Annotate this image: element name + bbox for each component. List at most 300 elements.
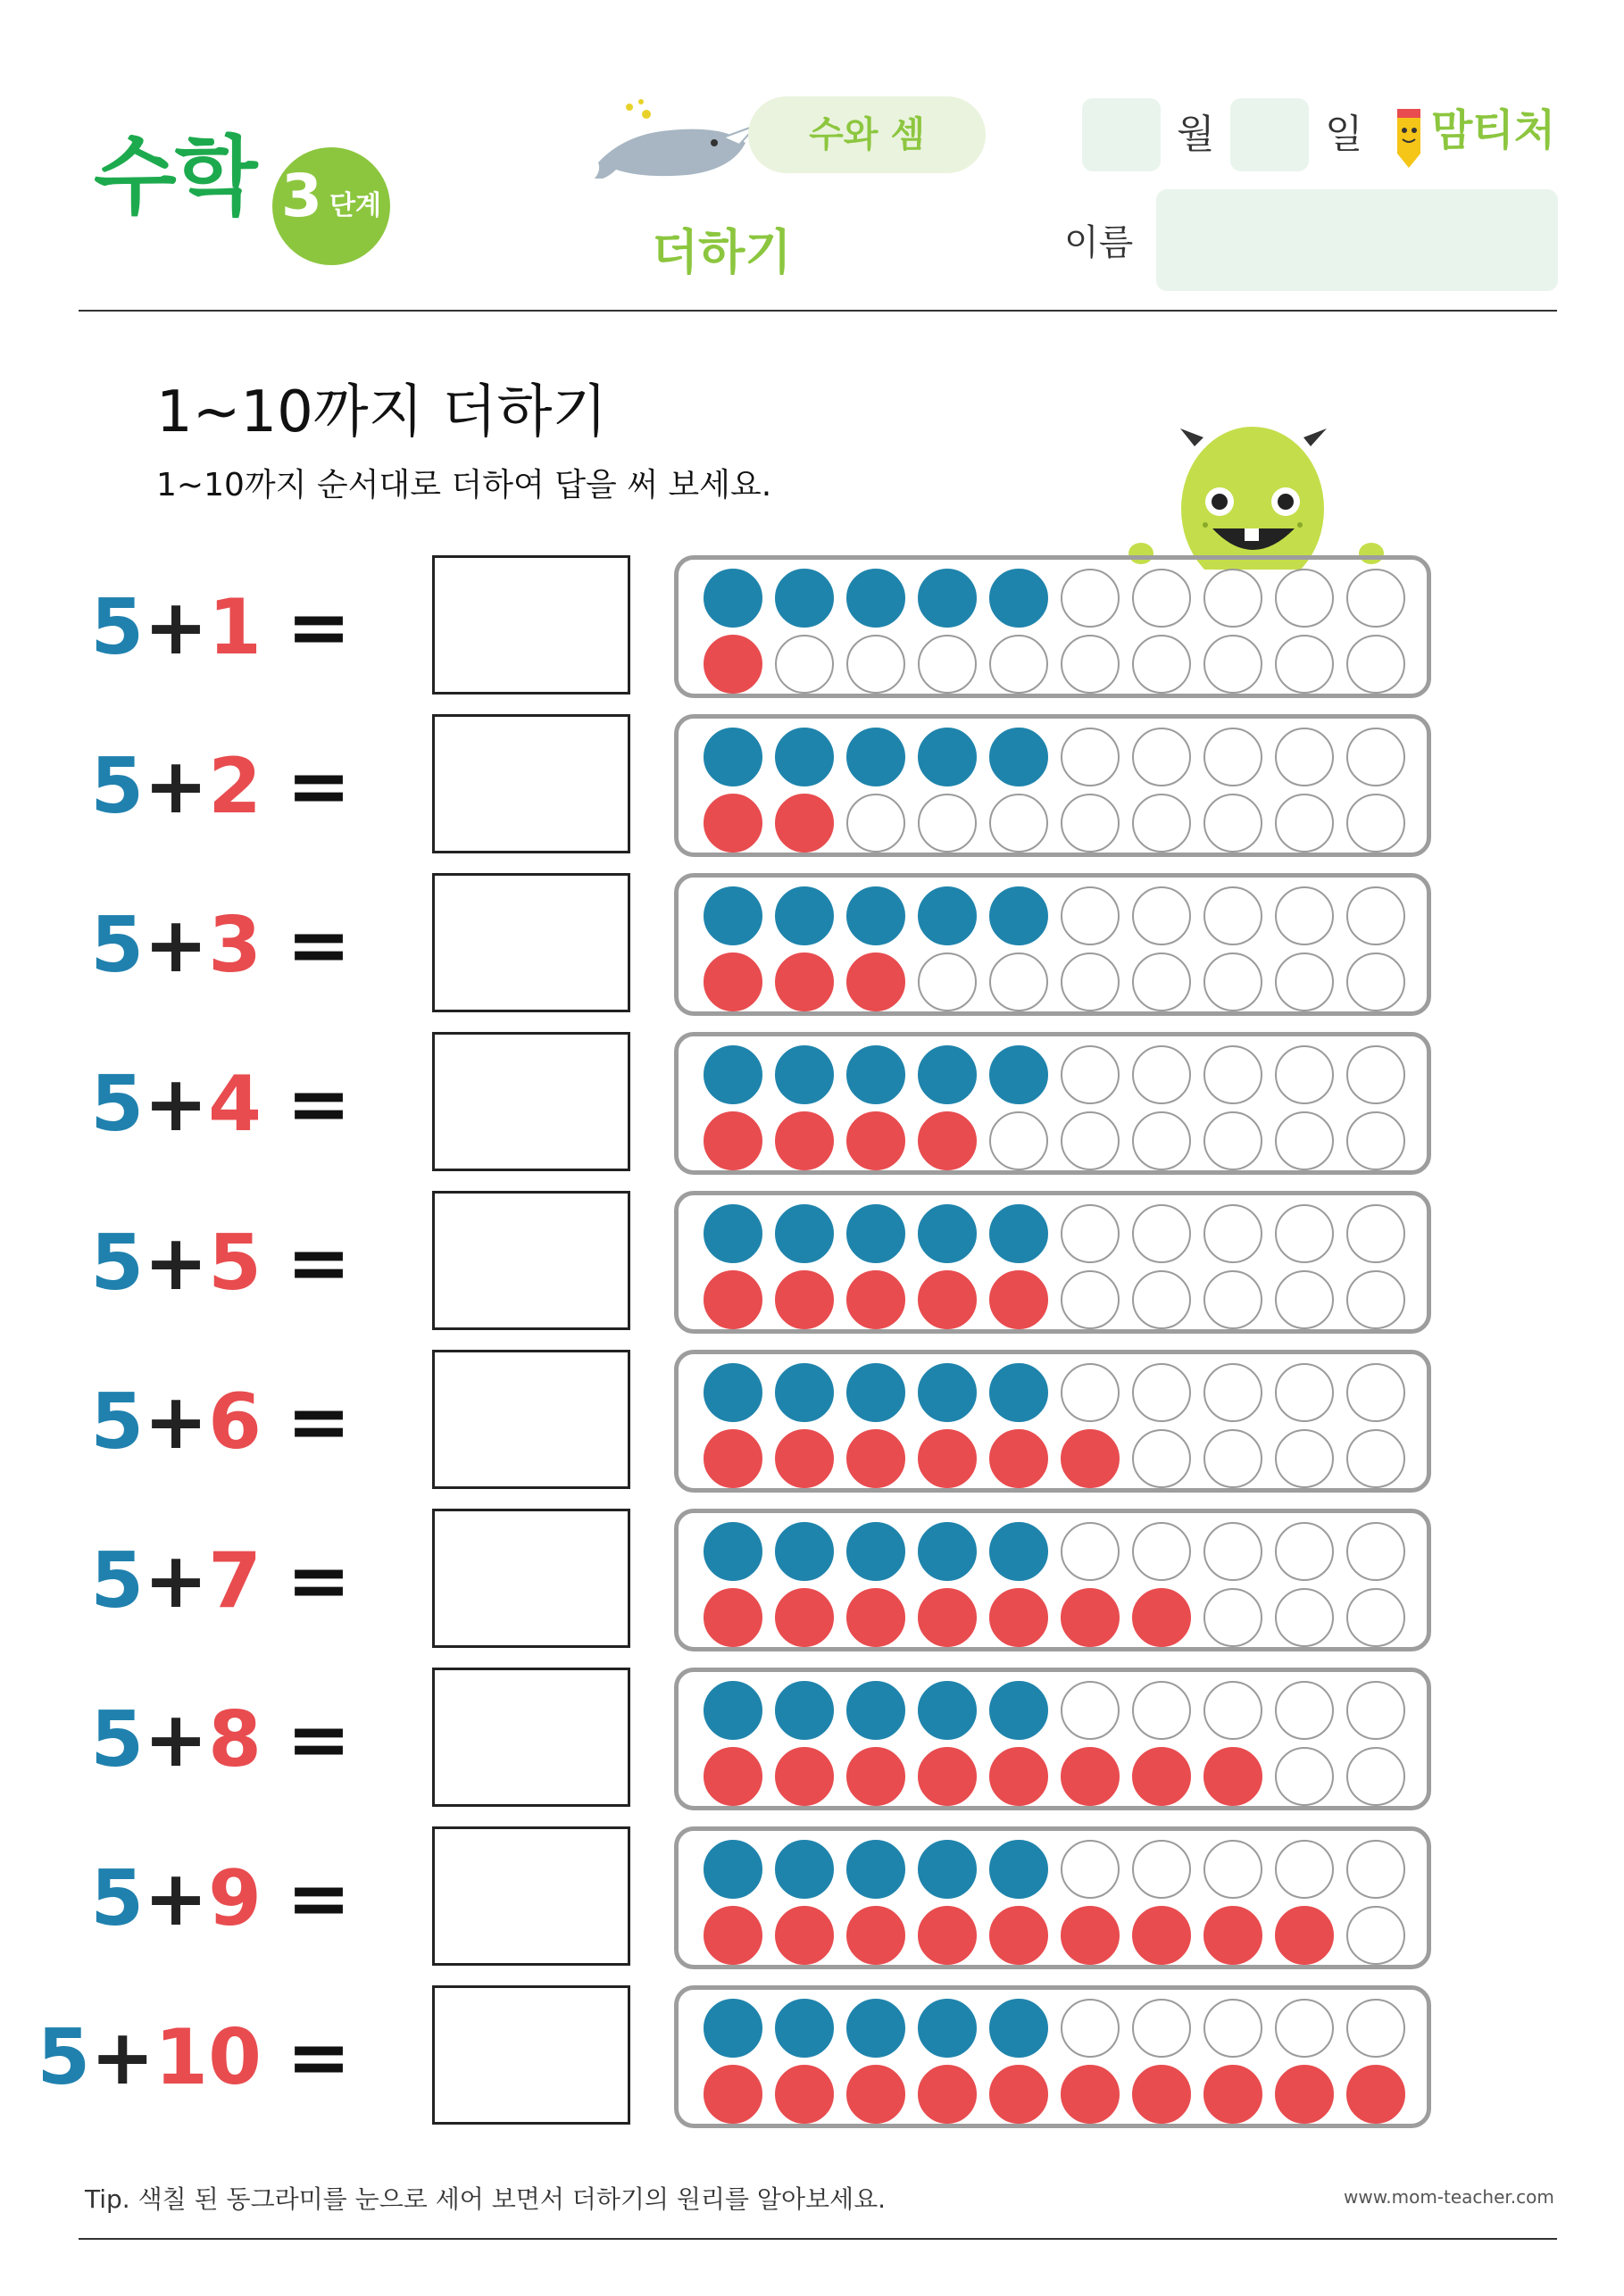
empty-dot bbox=[1061, 1363, 1120, 1422]
blue-dot bbox=[989, 886, 1048, 945]
empty-dot bbox=[1061, 1045, 1120, 1104]
empty-dot bbox=[1275, 728, 1334, 786]
blue-dot bbox=[704, 1045, 762, 1104]
blue-dot bbox=[989, 1204, 1048, 1263]
empty-dot bbox=[846, 794, 905, 853]
blue-dot bbox=[989, 728, 1048, 786]
dot-row-second-addend bbox=[704, 1270, 1418, 1329]
equals-sign: = bbox=[286, 583, 351, 672]
empty-dot bbox=[1275, 1840, 1334, 1899]
blue-dot bbox=[846, 1522, 905, 1581]
dot-row-second-addend bbox=[704, 1111, 1418, 1170]
empty-dot bbox=[1061, 886, 1120, 945]
ten-frame bbox=[674, 1032, 1431, 1175]
red-dot bbox=[918, 1270, 977, 1329]
empty-dot bbox=[1203, 1681, 1262, 1740]
blue-dot bbox=[989, 1045, 1048, 1104]
blue-dot bbox=[704, 1204, 762, 1263]
problem-row bbox=[0, 714, 1624, 866]
plus-sign: + bbox=[144, 583, 209, 672]
brand-logo bbox=[1388, 98, 1556, 173]
red-dot bbox=[775, 1111, 834, 1170]
red-dot bbox=[704, 1906, 762, 1965]
empty-dot bbox=[989, 953, 1048, 1011]
red-dot bbox=[918, 1588, 977, 1647]
equals-sign: = bbox=[286, 1377, 351, 1467]
blue-dot bbox=[704, 1999, 762, 2058]
second-addend: 10 bbox=[154, 2013, 262, 2102]
ten-frame bbox=[674, 1350, 1431, 1493]
red-dot bbox=[846, 1270, 905, 1329]
red-dot bbox=[846, 2065, 905, 2124]
empty-dot bbox=[1061, 728, 1120, 786]
empty-dot bbox=[989, 794, 1048, 853]
empty-dot bbox=[1346, 1840, 1405, 1899]
empty-dot bbox=[1346, 1588, 1405, 1647]
empty-dot bbox=[1203, 1204, 1262, 1263]
ten-frame bbox=[674, 1668, 1431, 1810]
blue-dot bbox=[918, 886, 977, 945]
empty-dot bbox=[1275, 569, 1334, 628]
blue-dot bbox=[775, 569, 834, 628]
empty-dot bbox=[1203, 1045, 1262, 1104]
empty-dot bbox=[1346, 1522, 1405, 1581]
equation bbox=[90, 1532, 351, 1630]
empty-dot bbox=[1346, 569, 1405, 628]
first-addend: 5 bbox=[90, 583, 145, 672]
blue-dot bbox=[775, 1363, 834, 1422]
first-addend: 5 bbox=[90, 742, 145, 831]
red-dot bbox=[775, 1747, 834, 1806]
answer-box[interactable] bbox=[432, 1032, 630, 1171]
red-dot bbox=[775, 1429, 834, 1488]
level-number: 3 bbox=[281, 162, 322, 230]
empty-dot bbox=[1275, 1204, 1334, 1263]
red-dot bbox=[1132, 1747, 1191, 1806]
topic-pill: 수와 셈 bbox=[748, 96, 986, 173]
answer-box[interactable] bbox=[432, 1350, 630, 1489]
blue-dot bbox=[918, 1363, 977, 1422]
equals-sign: = bbox=[286, 1695, 351, 1784]
blue-dot bbox=[918, 1999, 977, 2058]
empty-dot bbox=[918, 794, 977, 853]
name-field[interactable] bbox=[1156, 189, 1558, 291]
red-dot bbox=[1275, 2065, 1334, 2124]
empty-dot bbox=[1132, 1363, 1191, 1422]
empty-dot bbox=[1275, 1522, 1334, 1581]
answer-box[interactable] bbox=[432, 1985, 630, 2125]
blue-dot bbox=[918, 1522, 977, 1581]
blue-dot bbox=[846, 569, 905, 628]
red-dot bbox=[989, 2065, 1048, 2124]
dot-row-first-addend bbox=[704, 886, 1418, 945]
red-dot bbox=[775, 1270, 834, 1329]
empty-dot bbox=[1203, 1363, 1262, 1422]
empty-dot bbox=[1346, 1906, 1405, 1965]
red-dot bbox=[704, 2065, 762, 2124]
empty-dot bbox=[1346, 1111, 1405, 1170]
empty-dot bbox=[1275, 1588, 1334, 1647]
equation bbox=[90, 1214, 351, 1312]
equation bbox=[90, 578, 351, 677]
empty-dot bbox=[1132, 728, 1191, 786]
plus-sign: + bbox=[144, 742, 209, 831]
equals-sign: = bbox=[286, 742, 351, 831]
empty-dot bbox=[989, 1111, 1048, 1170]
second-addend: 6 bbox=[208, 1377, 262, 1467]
empty-dot bbox=[1132, 794, 1191, 853]
blue-dot bbox=[846, 1681, 905, 1740]
empty-dot bbox=[1132, 953, 1191, 1011]
red-dot bbox=[846, 1111, 905, 1170]
dot-row-second-addend bbox=[704, 1747, 1418, 1806]
blue-dot bbox=[989, 1363, 1048, 1422]
empty-dot bbox=[1275, 635, 1334, 694]
blue-dot bbox=[846, 1999, 905, 2058]
empty-dot bbox=[1203, 886, 1262, 945]
equals-sign: = bbox=[286, 901, 351, 990]
red-dot bbox=[918, 2065, 977, 2124]
level-unit: 단계 bbox=[329, 190, 381, 221]
red-dot bbox=[846, 1747, 905, 1806]
problem-row bbox=[0, 555, 1624, 707]
red-dot bbox=[775, 953, 834, 1011]
red-dot bbox=[1275, 1906, 1334, 1965]
second-addend: 4 bbox=[208, 1060, 262, 1149]
first-addend: 5 bbox=[37, 2013, 91, 2102]
red-dot bbox=[1061, 2065, 1120, 2124]
empty-dot bbox=[1132, 569, 1191, 628]
empty-dot bbox=[918, 953, 977, 1011]
red-dot bbox=[1061, 1747, 1120, 1806]
equation bbox=[90, 737, 351, 836]
second-addend: 9 bbox=[208, 1854, 262, 1943]
red-dot bbox=[1203, 1906, 1262, 1965]
blue-dot bbox=[704, 886, 762, 945]
header-divider bbox=[79, 310, 1557, 312]
empty-dot bbox=[1203, 794, 1262, 853]
blue-dot bbox=[918, 1045, 977, 1104]
empty-dot bbox=[1203, 1999, 1262, 2058]
blue-dot bbox=[846, 1840, 905, 1899]
empty-dot bbox=[1346, 1999, 1405, 2058]
month-field[interactable] bbox=[1082, 98, 1161, 171]
empty-dot bbox=[1061, 1522, 1120, 1581]
day-field[interactable] bbox=[1230, 98, 1309, 171]
empty-dot bbox=[1275, 1270, 1334, 1329]
answer-box[interactable] bbox=[432, 873, 630, 1012]
equation bbox=[90, 1055, 351, 1153]
dot-row-first-addend bbox=[704, 728, 1418, 786]
dot-row-second-addend bbox=[704, 794, 1418, 853]
red-dot bbox=[1132, 1588, 1191, 1647]
red-dot bbox=[918, 1906, 977, 1965]
equals-sign: = bbox=[286, 2013, 351, 2102]
blue-dot bbox=[775, 1204, 834, 1263]
red-dot bbox=[1203, 2065, 1262, 2124]
red-dot bbox=[918, 1111, 977, 1170]
empty-dot bbox=[1203, 728, 1262, 786]
empty-dot bbox=[1346, 1681, 1405, 1740]
blue-dot bbox=[775, 1681, 834, 1740]
blue-dot bbox=[989, 569, 1048, 628]
equation bbox=[90, 1691, 351, 1789]
problem-row bbox=[0, 1668, 1624, 1819]
empty-dot bbox=[1275, 953, 1334, 1011]
plus-sign: + bbox=[144, 1695, 209, 1784]
empty-dot bbox=[1132, 1999, 1191, 2058]
footer-divider bbox=[79, 2238, 1557, 2240]
name-label: 이름 bbox=[1064, 222, 1134, 263]
red-dot bbox=[989, 1588, 1048, 1647]
blue-dot bbox=[775, 1840, 834, 1899]
dot-row-first-addend bbox=[704, 1840, 1418, 1899]
empty-dot bbox=[1346, 1429, 1405, 1488]
first-addend: 5 bbox=[90, 901, 145, 990]
blue-dot bbox=[704, 1681, 762, 1740]
blue-dot bbox=[918, 569, 977, 628]
pencil-mascot-icon bbox=[1388, 98, 1431, 170]
empty-dot bbox=[1203, 635, 1262, 694]
second-addend: 7 bbox=[208, 1536, 262, 1626]
problem-row bbox=[0, 1032, 1624, 1184]
red-dot bbox=[918, 1747, 977, 1806]
dot-row-second-addend bbox=[704, 1429, 1418, 1488]
plus-sign: + bbox=[144, 1219, 209, 1308]
red-dot bbox=[989, 1429, 1048, 1488]
red-dot bbox=[989, 1906, 1048, 1965]
empty-dot bbox=[1061, 1111, 1120, 1170]
footer-website[interactable]: www.mom-teacher.com bbox=[1344, 2186, 1554, 2208]
first-addend: 5 bbox=[90, 1219, 145, 1308]
ten-frame bbox=[674, 1985, 1431, 2128]
dot-row-first-addend bbox=[704, 1999, 1418, 2058]
empty-dot bbox=[1061, 794, 1120, 853]
dot-row-first-addend bbox=[704, 569, 1418, 628]
problem-row bbox=[0, 873, 1624, 1025]
dot-row-second-addend bbox=[704, 1906, 1418, 1965]
dot-row-second-addend bbox=[704, 953, 1418, 1011]
red-dot bbox=[846, 1588, 905, 1647]
empty-dot bbox=[1061, 953, 1120, 1011]
first-addend: 5 bbox=[90, 1854, 145, 1943]
blue-dot bbox=[989, 1522, 1048, 1581]
equation bbox=[37, 2009, 351, 2107]
first-addend: 5 bbox=[90, 1536, 145, 1626]
red-dot bbox=[1061, 1906, 1120, 1965]
empty-dot bbox=[1061, 1681, 1120, 1740]
red-dot bbox=[1061, 1588, 1120, 1647]
red-dot bbox=[989, 1270, 1048, 1329]
blue-dot bbox=[704, 1522, 762, 1581]
problem-row bbox=[0, 1191, 1624, 1343]
problem-row bbox=[0, 1350, 1624, 1502]
blue-dot bbox=[704, 569, 762, 628]
empty-dot bbox=[1061, 635, 1120, 694]
blue-dot bbox=[989, 1681, 1048, 1740]
second-addend: 1 bbox=[208, 583, 262, 672]
red-dot bbox=[775, 794, 834, 853]
problem-row bbox=[0, 1985, 1624, 2137]
plus-sign: + bbox=[144, 1377, 209, 1467]
answer-box[interactable] bbox=[432, 714, 630, 853]
empty-dot bbox=[1061, 1999, 1120, 2058]
empty-dot bbox=[1275, 1999, 1334, 2058]
dot-row-first-addend bbox=[704, 1363, 1418, 1422]
empty-dot bbox=[775, 635, 834, 694]
red-dot bbox=[918, 1429, 977, 1488]
worksheet-subtitle: 더하기 bbox=[652, 224, 792, 280]
empty-dot bbox=[1275, 1681, 1334, 1740]
brand-name: 맘티처 bbox=[1431, 105, 1556, 155]
dot-row-second-addend bbox=[704, 635, 1418, 694]
plus-sign: + bbox=[144, 901, 209, 990]
empty-dot bbox=[1203, 1111, 1262, 1170]
empty-dot bbox=[1275, 1747, 1334, 1806]
empty-dot bbox=[1203, 1588, 1262, 1647]
empty-dot bbox=[1061, 1840, 1120, 1899]
level-badge bbox=[272, 147, 390, 265]
red-dot bbox=[846, 1429, 905, 1488]
first-addend: 5 bbox=[90, 1695, 145, 1784]
ten-frame bbox=[674, 1191, 1431, 1334]
worksheet-logo: 수학 bbox=[94, 127, 256, 227]
empty-dot bbox=[1346, 728, 1405, 786]
second-addend: 5 bbox=[208, 1219, 262, 1308]
answer-box[interactable] bbox=[432, 1668, 630, 1807]
empty-dot bbox=[1346, 1045, 1405, 1104]
red-dot bbox=[704, 794, 762, 853]
ten-frame bbox=[674, 1826, 1431, 1969]
empty-dot bbox=[1275, 886, 1334, 945]
equation bbox=[90, 1850, 351, 1948]
equals-sign: = bbox=[286, 1854, 351, 1943]
blue-dot bbox=[918, 1681, 977, 1740]
answer-box[interactable] bbox=[432, 1509, 630, 1648]
blue-dot bbox=[989, 1999, 1048, 2058]
empty-dot bbox=[1132, 1045, 1191, 1104]
blue-dot bbox=[775, 1999, 834, 2058]
problem-row bbox=[0, 1826, 1624, 1978]
empty-dot bbox=[1203, 1429, 1262, 1488]
blue-dot bbox=[918, 1204, 977, 1263]
equals-sign: = bbox=[286, 1219, 351, 1308]
empty-dot bbox=[1203, 1522, 1262, 1581]
empty-dot bbox=[1346, 635, 1405, 694]
blue-dot bbox=[846, 1363, 905, 1422]
blue-dot bbox=[775, 1522, 834, 1581]
red-dot bbox=[846, 1906, 905, 1965]
empty-dot bbox=[1132, 1204, 1191, 1263]
blue-dot bbox=[704, 1840, 762, 1899]
second-addend: 3 bbox=[208, 901, 262, 990]
plus-sign: + bbox=[90, 2013, 155, 2102]
empty-dot bbox=[1275, 1363, 1334, 1422]
empty-dot bbox=[1346, 886, 1405, 945]
blue-dot bbox=[846, 728, 905, 786]
empty-dot bbox=[1132, 635, 1191, 694]
empty-dot bbox=[1346, 1363, 1405, 1422]
red-dot bbox=[775, 1906, 834, 1965]
red-dot bbox=[1346, 2065, 1405, 2124]
blue-dot bbox=[846, 1204, 905, 1263]
dot-row-first-addend bbox=[704, 1204, 1418, 1263]
red-dot bbox=[1132, 2065, 1191, 2124]
ten-frame bbox=[674, 1509, 1431, 1651]
blue-dot bbox=[704, 728, 762, 786]
red-dot bbox=[1061, 1429, 1120, 1488]
first-addend: 5 bbox=[90, 1377, 145, 1467]
dot-row-first-addend bbox=[704, 1681, 1418, 1740]
plus-sign: + bbox=[144, 1854, 209, 1943]
empty-dot bbox=[1346, 1747, 1405, 1806]
empty-dot bbox=[1132, 1270, 1191, 1329]
empty-dot bbox=[1203, 953, 1262, 1011]
empty-dot bbox=[918, 635, 977, 694]
answer-box[interactable] bbox=[432, 1191, 630, 1330]
red-dot bbox=[704, 1747, 762, 1806]
dot-row-second-addend bbox=[704, 1588, 1418, 1647]
dot-row-first-addend bbox=[704, 1045, 1418, 1104]
blue-dot bbox=[775, 728, 834, 786]
empty-dot bbox=[1346, 1204, 1405, 1263]
answer-box[interactable] bbox=[432, 555, 630, 695]
answer-box[interactable] bbox=[432, 1826, 630, 1966]
whale-icon bbox=[589, 98, 759, 179]
empty-dot bbox=[1346, 1270, 1405, 1329]
empty-dot bbox=[1132, 1681, 1191, 1740]
ten-frame bbox=[674, 555, 1431, 698]
green-monster-icon bbox=[1105, 420, 1400, 570]
red-dot bbox=[989, 1747, 1048, 1806]
day-label: 일 bbox=[1325, 112, 1363, 157]
blue-dot bbox=[704, 1363, 762, 1422]
blue-dot bbox=[918, 728, 977, 786]
ten-frame bbox=[674, 873, 1431, 1016]
worksheet-instruction: 1~10까지 순서대로 더하여 답을 써 보세요. bbox=[156, 467, 772, 503]
empty-dot bbox=[1275, 1045, 1334, 1104]
red-dot bbox=[775, 1588, 834, 1647]
red-dot bbox=[1132, 1906, 1191, 1965]
empty-dot bbox=[1203, 569, 1262, 628]
plus-sign: + bbox=[144, 1536, 209, 1626]
empty-dot bbox=[1061, 1204, 1120, 1263]
empty-dot bbox=[989, 635, 1048, 694]
red-dot bbox=[704, 1270, 762, 1329]
plus-sign: + bbox=[144, 1060, 209, 1149]
empty-dot bbox=[1275, 1111, 1334, 1170]
second-addend: 8 bbox=[208, 1695, 262, 1784]
equation bbox=[90, 896, 351, 994]
empty-dot bbox=[1132, 1840, 1191, 1899]
red-dot bbox=[704, 1111, 762, 1170]
empty-dot bbox=[1346, 953, 1405, 1011]
dot-row-second-addend bbox=[704, 2065, 1418, 2124]
dot-row-first-addend bbox=[704, 1522, 1418, 1581]
red-dot bbox=[1203, 1747, 1262, 1806]
worksheet-title: 1~10까지 더하기 bbox=[156, 379, 608, 445]
blue-dot bbox=[989, 1840, 1048, 1899]
month-label: 월 bbox=[1177, 112, 1215, 157]
empty-dot bbox=[1275, 1429, 1334, 1488]
empty-dot bbox=[1203, 1270, 1262, 1329]
red-dot bbox=[704, 1588, 762, 1647]
empty-dot bbox=[1061, 569, 1120, 628]
footer-tip: Tip. 색칠 된 동그라미를 눈으로 세어 보면서 더하기의 원리를 알아보세요. bbox=[85, 2184, 887, 2214]
blue-dot bbox=[775, 886, 834, 945]
empty-dot bbox=[1061, 1270, 1120, 1329]
second-addend: 2 bbox=[208, 742, 262, 831]
